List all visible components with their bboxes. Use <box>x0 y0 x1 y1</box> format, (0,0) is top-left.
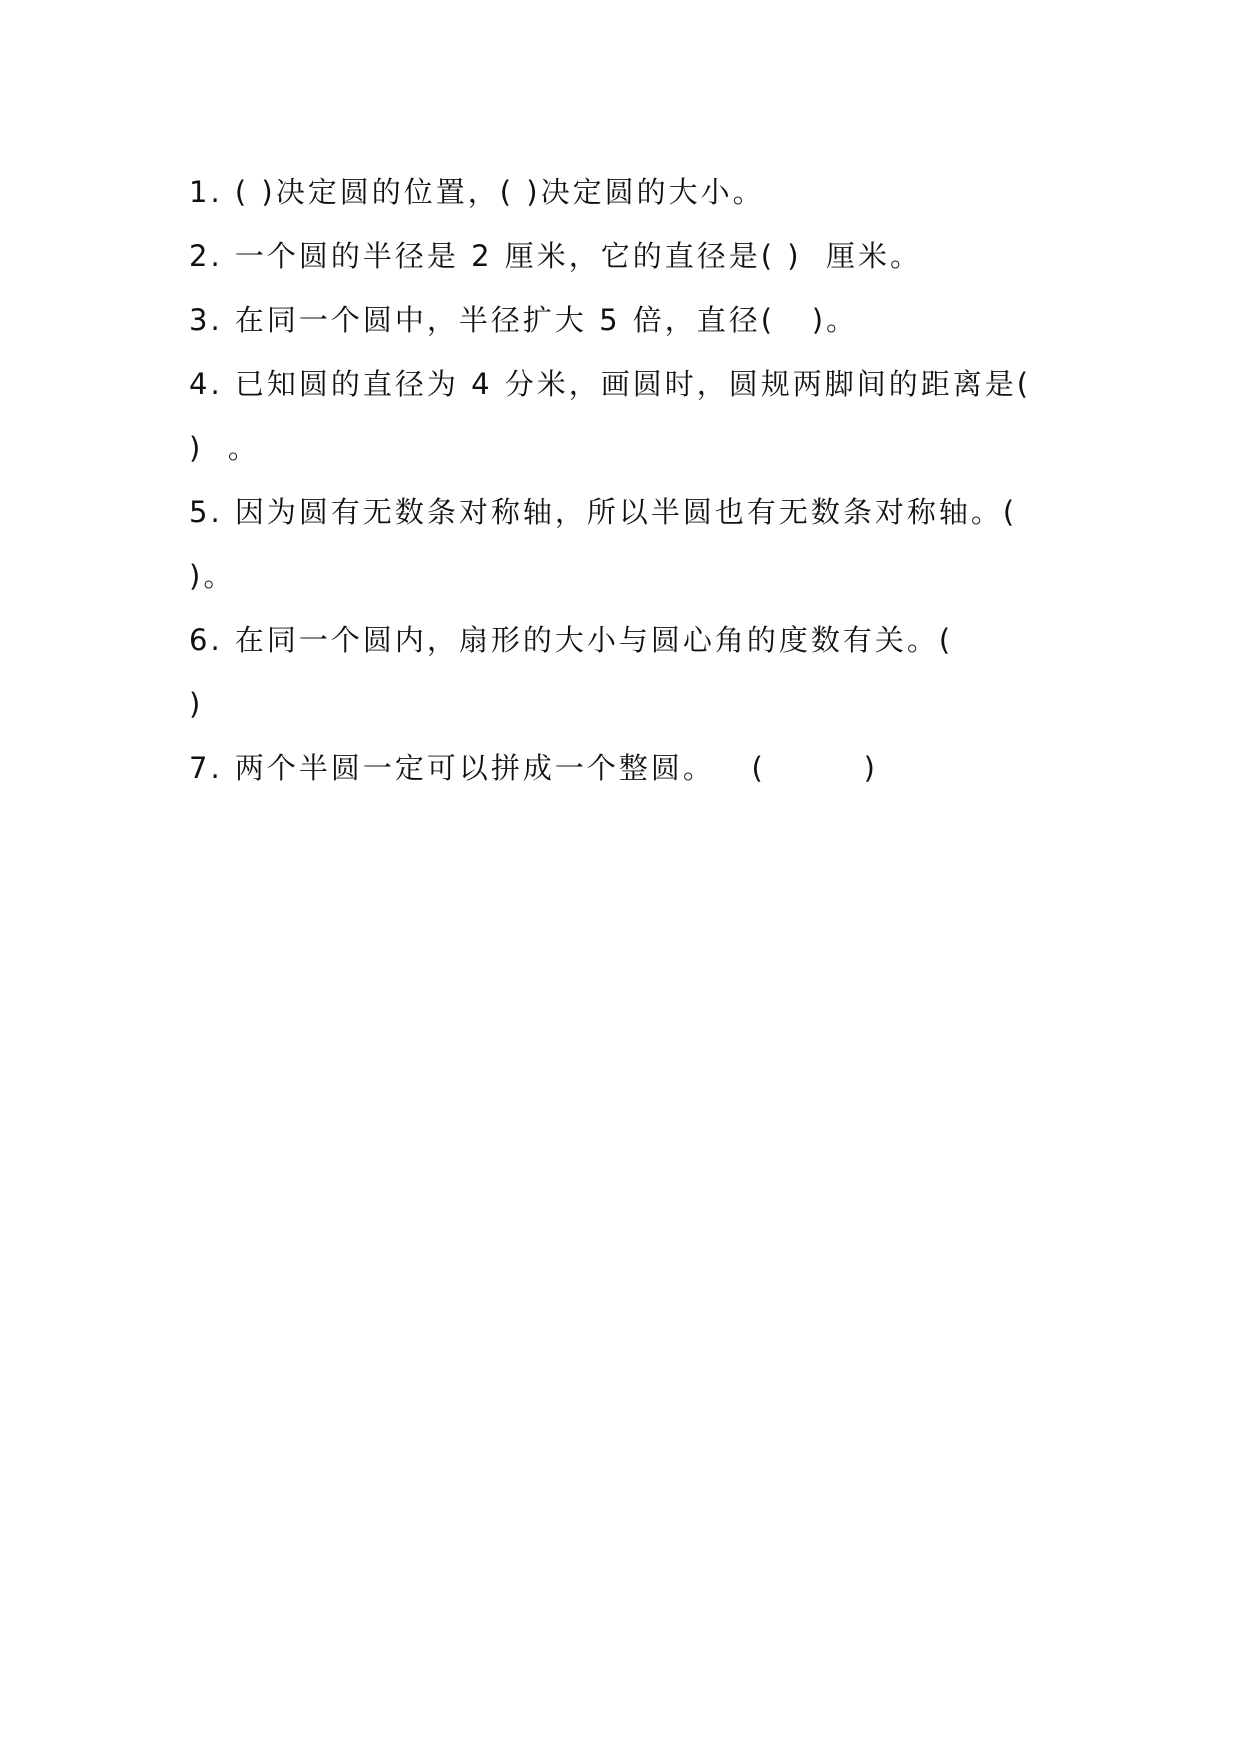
question-4-line-1: 4. 已知圆的直径为 4 分米，画圆时，圆规两脚间的距离是( <box>189 367 1032 401</box>
question-6-line-2: ) <box>189 687 204 721</box>
question-6-line-1: 6. 在同一个圆内，扇形的大小与圆心角的度数有关。( <box>189 623 954 657</box>
question-3-line-1: 3. 在同一个圆中，半径扩大 5 倍，直径( )。 <box>189 303 859 337</box>
question-7-line-1: 7. 两个半圆一定可以拼成一个整圆。 ( ) <box>189 751 878 785</box>
question-4-line-2: ) 。 <box>189 431 260 465</box>
question-5-line-1: 5. 因为圆有无数条对称轴，所以半圆也有无数条对称轴。( <box>189 495 1018 529</box>
question-2-line-1: 2. 一个圆的半径是 2 厘米，它的直径是( ) 厘米。 <box>189 239 923 273</box>
question-5-line-2: )。 <box>189 559 236 593</box>
question-list <box>189 160 1069 800</box>
question-1-line-1: 1. ( )决定圆的位置，( )决定圆的大小。 <box>189 175 765 209</box>
